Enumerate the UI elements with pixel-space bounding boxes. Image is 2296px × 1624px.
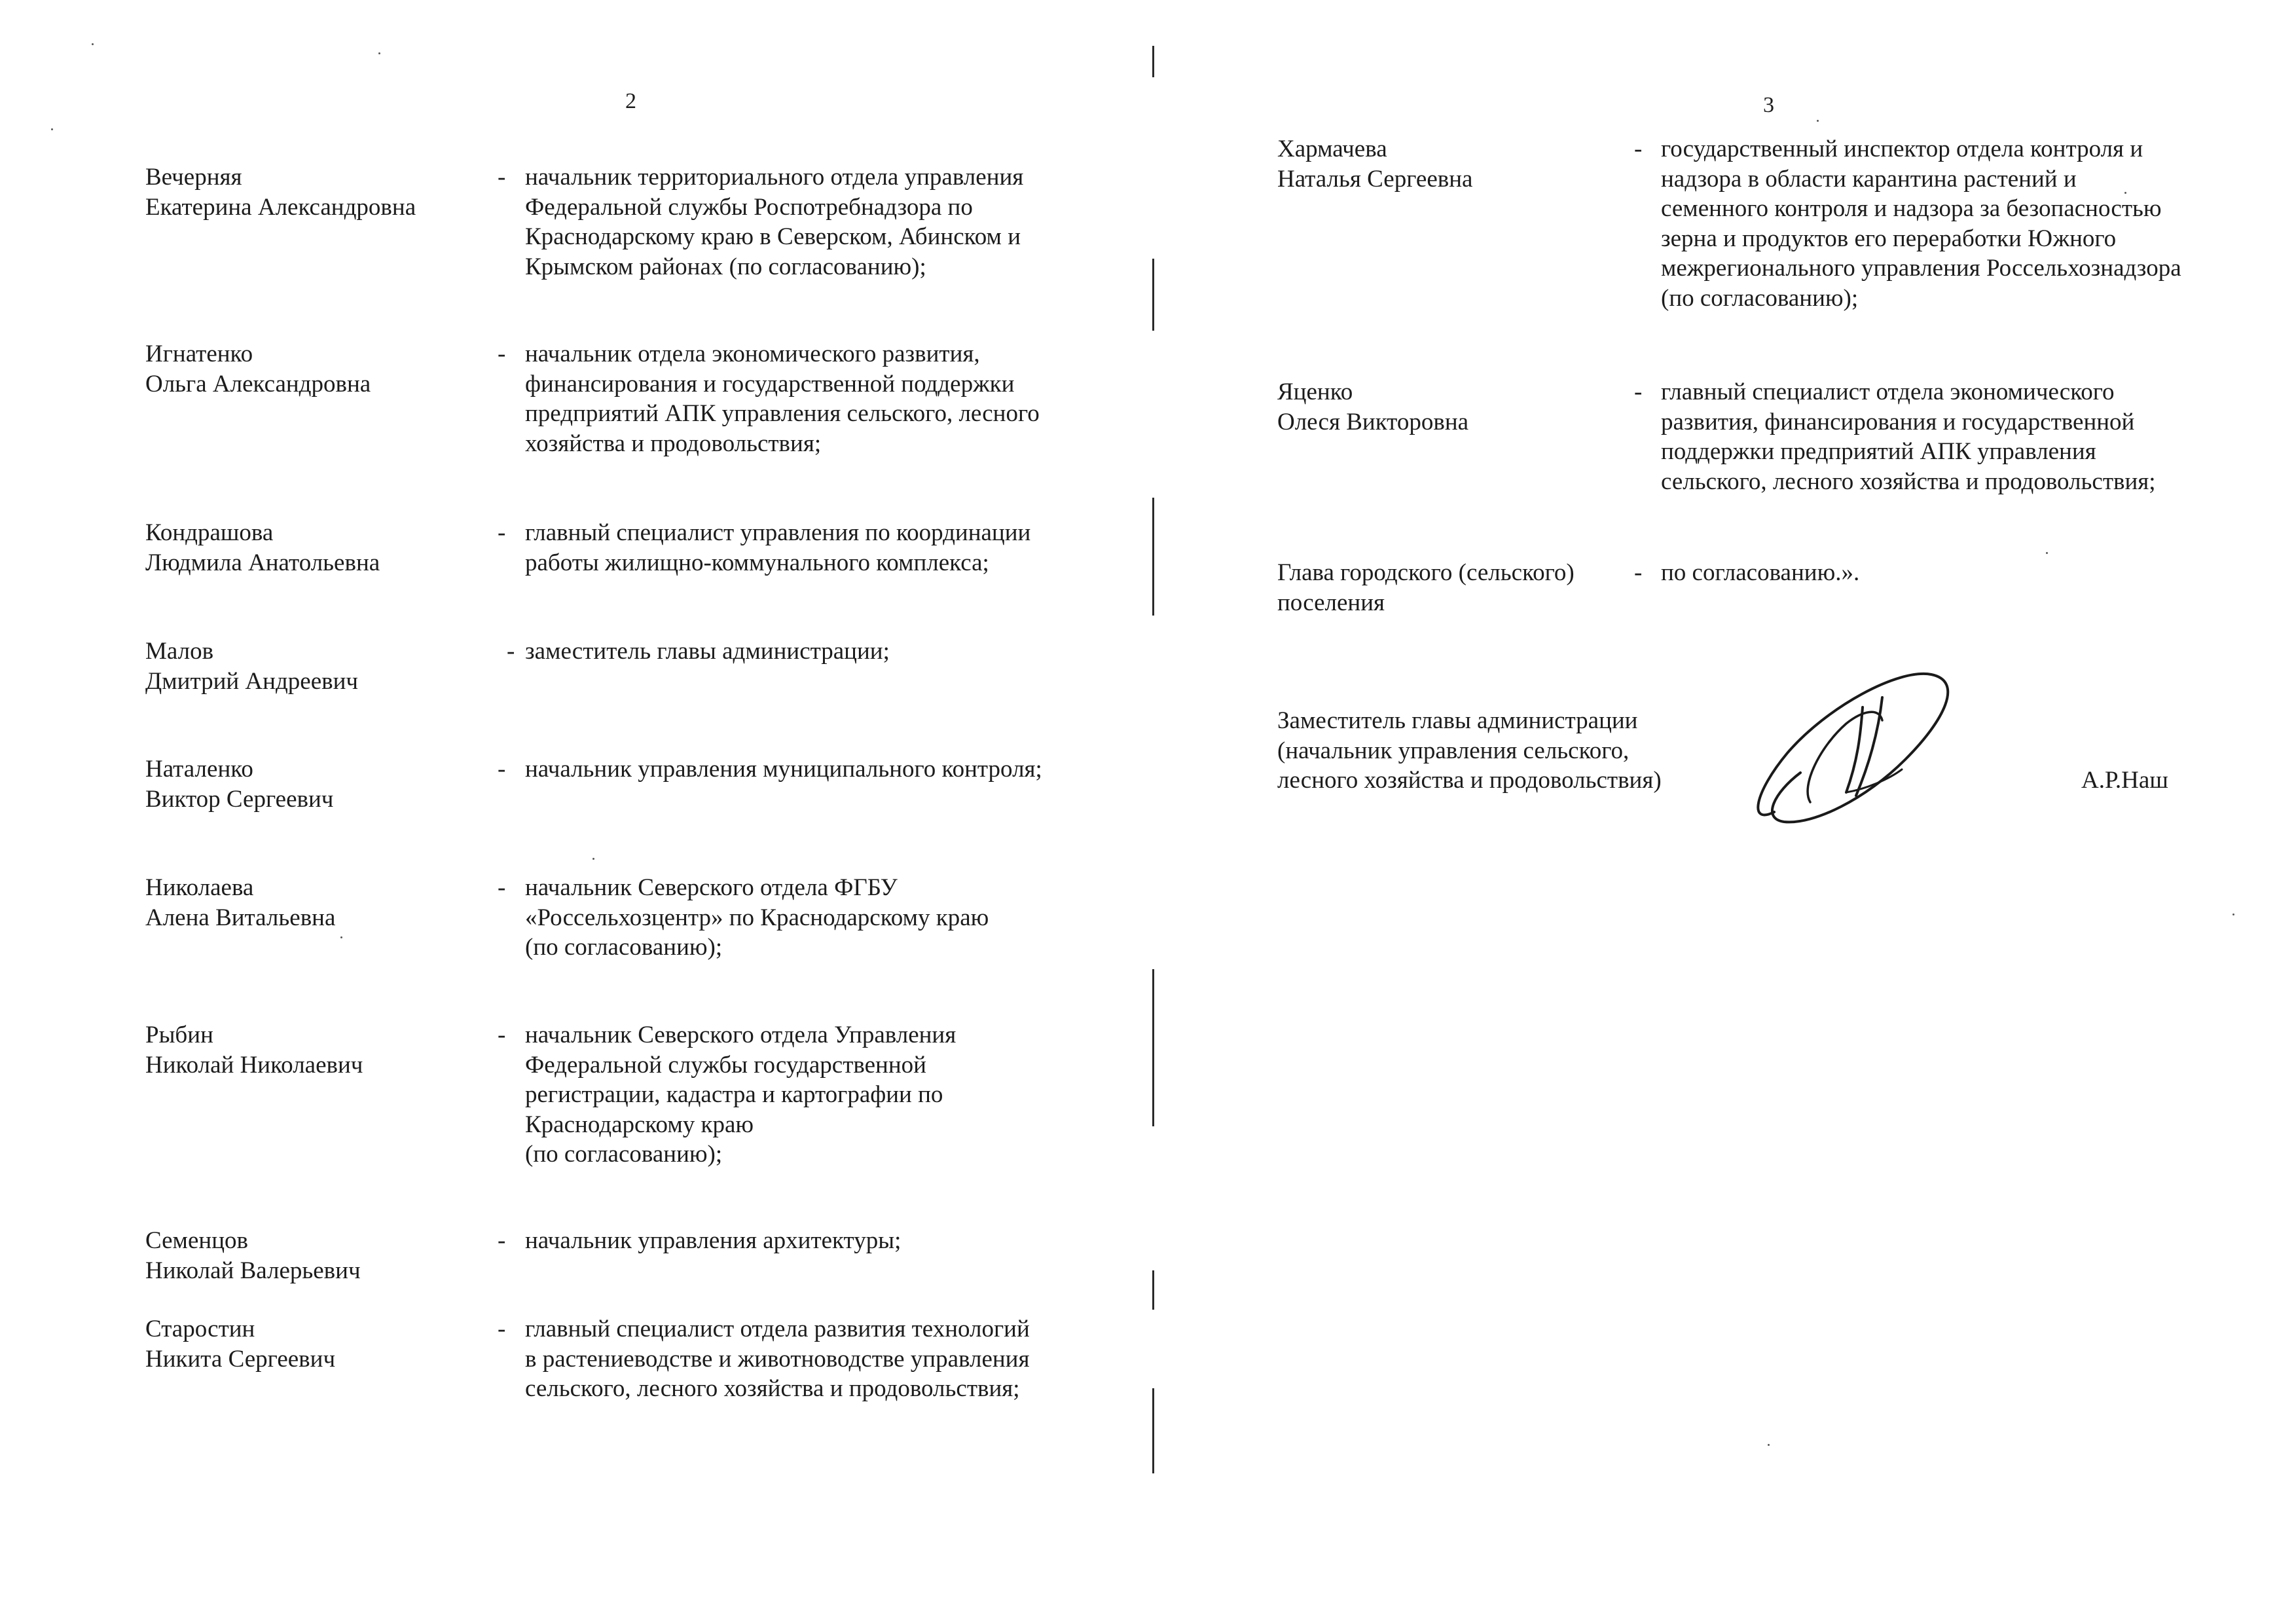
scan-speck (51, 128, 53, 130)
signer-name: А.Р.Наш (2081, 767, 2168, 794)
dash-separator: - (507, 638, 515, 665)
person-name: Кондрашова Людмила Анатольевна (145, 519, 380, 576)
dash-separator: - (498, 341, 506, 367)
scan-fold-mark (1152, 969, 1154, 1126)
person-name: Глава городского (сельского) поселения (1277, 559, 1575, 616)
dash-separator: - (498, 164, 506, 191)
person-name: Яценко Олеся Викторовна (1277, 378, 1469, 435)
person-name: Старостин Никита Сергеевич (145, 1316, 336, 1373)
dash-separator: - (498, 874, 506, 901)
position-description: по согласованию.». (1661, 559, 1860, 586)
dash-separator: - (498, 1022, 506, 1048)
position-description: государственный инспектор отдела контроля и надзора в области карантина растений и семенного контроля и надзора за безопасностью зерна и продуктов его переработки Южного межрегионального управления Россельхознадзора (по согласованию); (1661, 136, 2181, 312)
scan-fold-mark (1152, 259, 1154, 331)
dash-separator: - (1634, 378, 1643, 405)
page-number: 3 (1763, 93, 1774, 117)
person-name: Семенцов Николай Валерьевич (145, 1227, 361, 1284)
position-description: главный специалист управления по координации работы жилищно-коммунального комплекса; (525, 519, 1031, 576)
scan-speck (592, 858, 594, 860)
person-name: Малов Дмитрий Андреевич (145, 638, 358, 695)
right-page (1162, 0, 2296, 1624)
dash-separator: - (498, 519, 506, 546)
person-name: Игнатенко Ольга Александровна (145, 341, 371, 397)
scan-fold-mark (1152, 1270, 1154, 1310)
person-name: Рыбин Николай Николаевич (145, 1022, 363, 1079)
scan-speck (340, 936, 342, 938)
scan-speck (378, 52, 380, 54)
position-description: начальник отдела экономического развития, финансирования и государственной поддержки предприятий АПК управления сельского, лесного хозяйства и продовольствия; (525, 341, 1040, 457)
scan-speck (92, 43, 94, 45)
dash-separator: - (498, 1227, 506, 1254)
position-description: главный специалист отдела экономического развития, финансирования и государственной поддержки предприятий АПК управления сельского, лесного хозяйства и продовольствия; (1661, 378, 2156, 495)
position-description: начальник Северского отдела Управления Федеральной службы государственной регистрации, кадастра и картографии по Краснодарскому краю (по согласованию); (525, 1022, 957, 1168)
position-description: начальник территориального отдела управления Федеральной службы Роспотребнадзора по Краснодарскому краю в Северском, Абинском и Крымском районах (по согласованию); (525, 164, 1024, 280)
position-description: начальник управления муниципального контроля; (525, 756, 1042, 783)
person-name: Хармачева Наталья Сергеевна (1277, 136, 1473, 193)
scan-fold-mark (1152, 46, 1154, 77)
dash-separator: - (1634, 559, 1643, 586)
dash-separator: - (498, 756, 506, 783)
dash-separator: - (1634, 136, 1643, 162)
scan-fold-mark (1152, 498, 1154, 616)
position-description: начальник управления архитектуры; (525, 1227, 902, 1254)
page-number: 2 (625, 89, 636, 113)
dash-separator: - (498, 1316, 506, 1342)
scan-fold-mark (1152, 1388, 1154, 1473)
person-name: Наталенко Виктор Сергеевич (145, 756, 334, 813)
position-description: главный специалист отдела развития технологий в растениеводстве и животноводстве управления сельского, лесного хозяйства и продовольствия; (525, 1316, 1030, 1402)
signatory-position: Заместитель главы администрации (начальник управления сельского, лесного хозяйства и продовольствия) (1277, 707, 1662, 794)
person-name: Вечерняя Екатерина Александровна (145, 164, 416, 221)
position-description: заместитель главы администрации; (525, 638, 890, 665)
position-description: начальник Северского отдела ФГБУ «Россельхозцентр» по Краснодарскому краю (по согласованию); (525, 874, 989, 961)
person-name: Николаева Алена Витальевна (145, 874, 336, 931)
handwritten-signature-icon (1748, 661, 1964, 838)
